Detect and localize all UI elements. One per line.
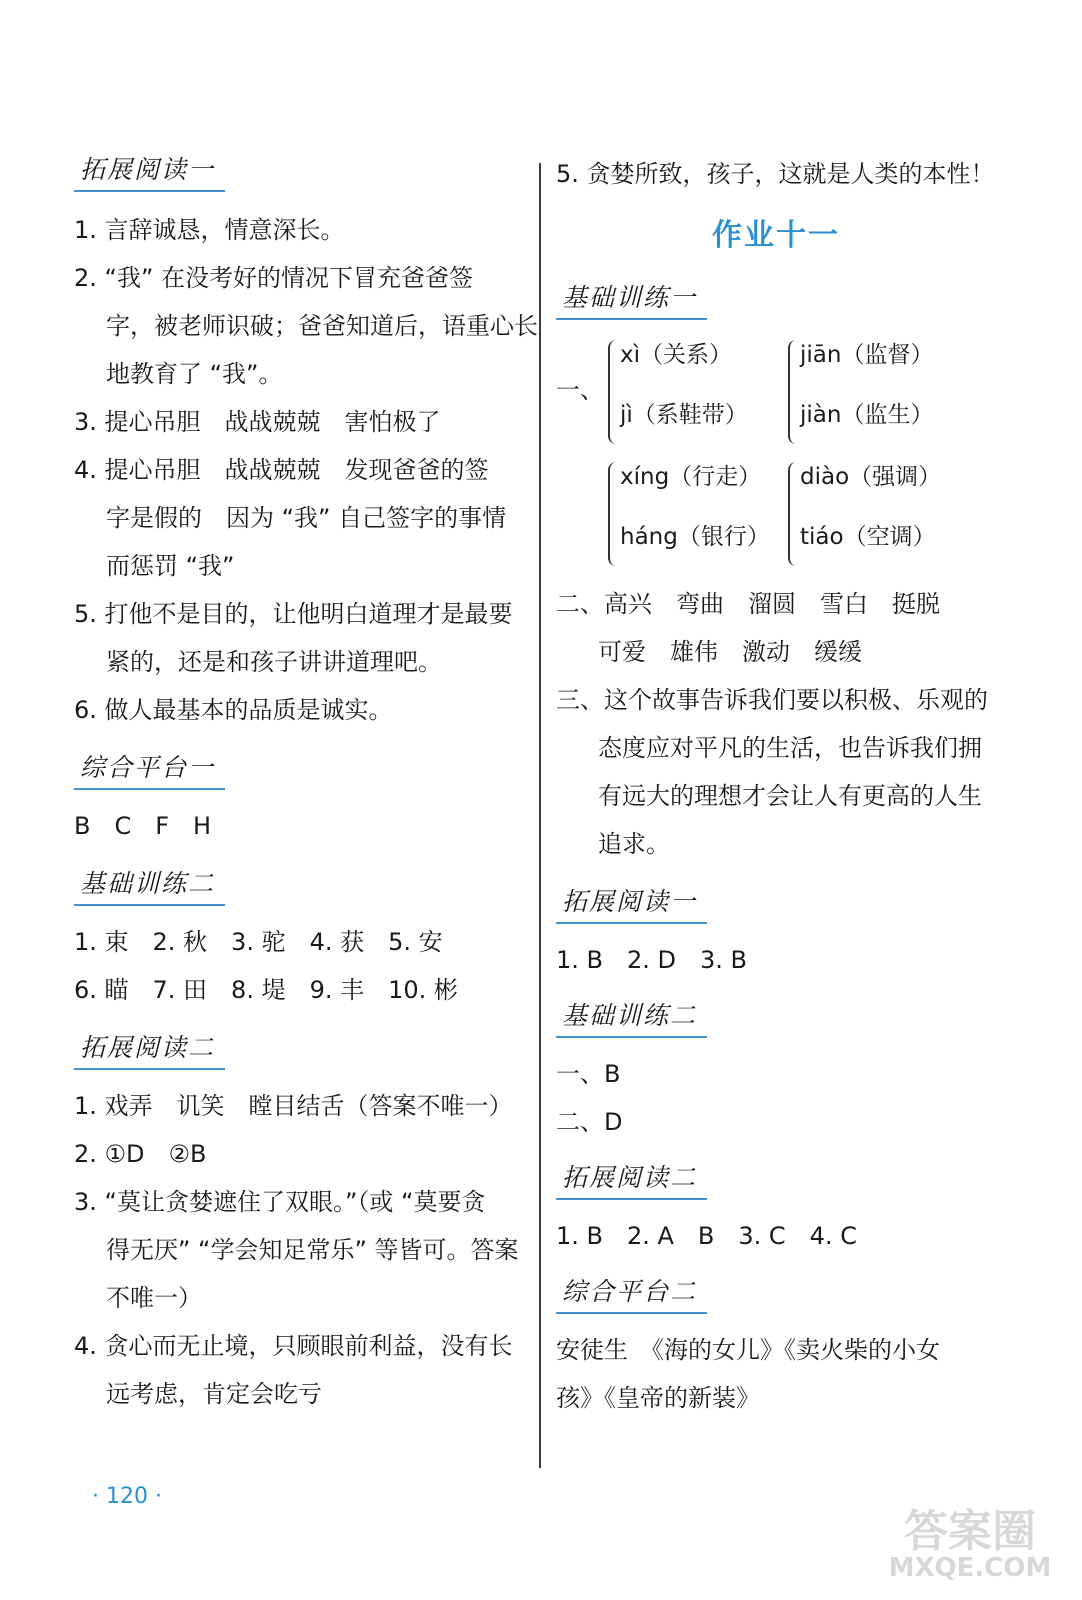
section-title: 拓展阅读二 xyxy=(74,1028,225,1070)
pinyin-item: háng（银行） xyxy=(620,524,770,550)
section-expand-reading-2-hw11 xyxy=(556,1158,1026,1260)
answer-line: 2. ①D ②B xyxy=(74,1140,207,1168)
answer-line: 一、B xyxy=(556,1060,621,1088)
section-title: 基础训练一 xyxy=(556,278,707,320)
section-title: 综合平台一 xyxy=(74,748,225,790)
brace-icon xyxy=(608,340,620,444)
pinyin-item: jiàn（监生） xyxy=(800,402,934,428)
section-expand-reading-1-hw11 xyxy=(556,882,1026,984)
pinyin-item: tiáo（空调） xyxy=(800,524,936,550)
column-divider xyxy=(539,163,541,1468)
brace-icon xyxy=(788,340,800,444)
answer-line: B C F H xyxy=(74,812,212,840)
pinyin-item: jiān（监督） xyxy=(800,342,934,368)
section-platform-2 xyxy=(556,1272,1026,1422)
answer-line: 而惩罚 “我” xyxy=(106,552,235,580)
watermark-main: 答案圈 xyxy=(904,1506,1036,1557)
pinyin-item: jì（系鞋带） xyxy=(620,402,748,428)
pinyin-group-2 xyxy=(556,456,1026,576)
answer-line: 1. 言辞诚恳，情意深长。 xyxy=(74,216,345,244)
brace-icon xyxy=(608,462,620,566)
answer-line: 3. 提心吊胆 战战兢兢 害怕极了 xyxy=(74,408,441,436)
answer-line: 1. B 2. D 3. B xyxy=(556,946,747,974)
answer-line: 有远大的理想才会让人有更高的人生 xyxy=(598,782,982,810)
answer-line: 二、D xyxy=(556,1108,623,1136)
answer-line: 不唯一） xyxy=(106,1284,202,1312)
answer-line: 5. 打他不是目的，让他明白道理才是最要 xyxy=(74,600,513,628)
answer-line: 紧的，还是和孩子讲讲道理吧。 xyxy=(106,648,442,676)
answer-line: 安徒生 《海的女儿》《卖火柴的小女 xyxy=(556,1336,940,1364)
answer-line: 孩》《皇帝的新装》 xyxy=(556,1384,760,1412)
question-label: 一、 xyxy=(556,376,604,404)
answer-line: 6. 做人最基本的品质是诚实。 xyxy=(74,696,393,724)
section-expand-reading-1 xyxy=(74,150,538,734)
answer-line: 字，被老师识破；爸爸知道后，语重心长 xyxy=(106,312,538,340)
answer-line: 地教育了 “我”。 xyxy=(106,360,283,388)
answer-line: 4. 提心吊胆 战战兢兢 发现爸爸的签 xyxy=(74,456,489,484)
section-basic-training-1 xyxy=(556,278,1026,868)
answer-line: 1. 束 2. 秋 3. 驼 4. 获 5. 安 xyxy=(74,928,443,956)
answer-line: 远考虑，肯定会吃亏 xyxy=(106,1380,322,1408)
answer-line: 三、这个故事告诉我们要以积极、乐观的 xyxy=(556,686,988,714)
pinyin-item: xíng（行走） xyxy=(620,464,762,490)
pinyin-item: xì（关系） xyxy=(620,342,733,368)
section-title: 基础训练二 xyxy=(74,864,225,906)
section-title: 综合平台二 xyxy=(556,1272,707,1314)
answer-line: 3. “莫让贪婪遮住了双眼。”（或 “莫要贪 xyxy=(74,1188,486,1216)
answer-line: 1. B 2. A B 3. C 4. C xyxy=(556,1222,857,1250)
section-title: 基础训练二 xyxy=(556,996,707,1038)
answer-line: 2. “我” 在没考好的情况下冒充爸爸签 xyxy=(74,264,474,292)
left-column xyxy=(74,150,538,1418)
answer-line: 追求。 xyxy=(598,830,670,858)
answer-line: 5. 贪婪所致，孩子，这就是人类的本性！ xyxy=(556,160,995,188)
watermark-sub: MXQE.COM xyxy=(888,1553,1052,1583)
section-title: 拓展阅读二 xyxy=(556,1158,707,1200)
section-platform-1 xyxy=(74,748,534,850)
answer-line: 6. 瞄 7. 田 8. 堤 9. 丰 10. 彬 xyxy=(74,976,458,1004)
section-expand-reading-2 xyxy=(74,1028,534,1418)
answer-line: 得无厌” “学会知足常乐” 等皆可。答案 xyxy=(106,1236,519,1264)
pinyin-item: diào（强调） xyxy=(800,464,942,490)
section-title: 拓展阅读一 xyxy=(556,882,707,924)
answer-line: 可爱 雄伟 激动 缓缓 xyxy=(598,638,862,666)
homework-title: 作业十一 xyxy=(712,218,840,253)
right-column xyxy=(556,150,1026,1422)
answer-line: 1. 戏弄 讥笑 瞠目结舌（答案不唯一） xyxy=(74,1092,513,1120)
answer-line: 字是假的 因为 “我” 自己签字的事情 xyxy=(106,504,507,532)
section-title: 拓展阅读一 xyxy=(74,150,225,192)
answer-line: 二、高兴 弯曲 溜圆 雪白 挺脱 xyxy=(556,590,940,618)
section-basic-training-2 xyxy=(74,864,534,1014)
pinyin-group-1 xyxy=(556,334,1026,454)
watermark-logo xyxy=(880,1495,1060,1585)
answer-line: 4. 贪心而无止境，只顾眼前利益，没有长 xyxy=(74,1332,513,1360)
section-basic-training-2-hw11 xyxy=(556,996,1026,1146)
answer-line: 态度应对平凡的生活，也告诉我们拥 xyxy=(598,734,982,762)
page-number: · 120 · xyxy=(92,1484,162,1509)
brace-icon xyxy=(788,462,800,566)
